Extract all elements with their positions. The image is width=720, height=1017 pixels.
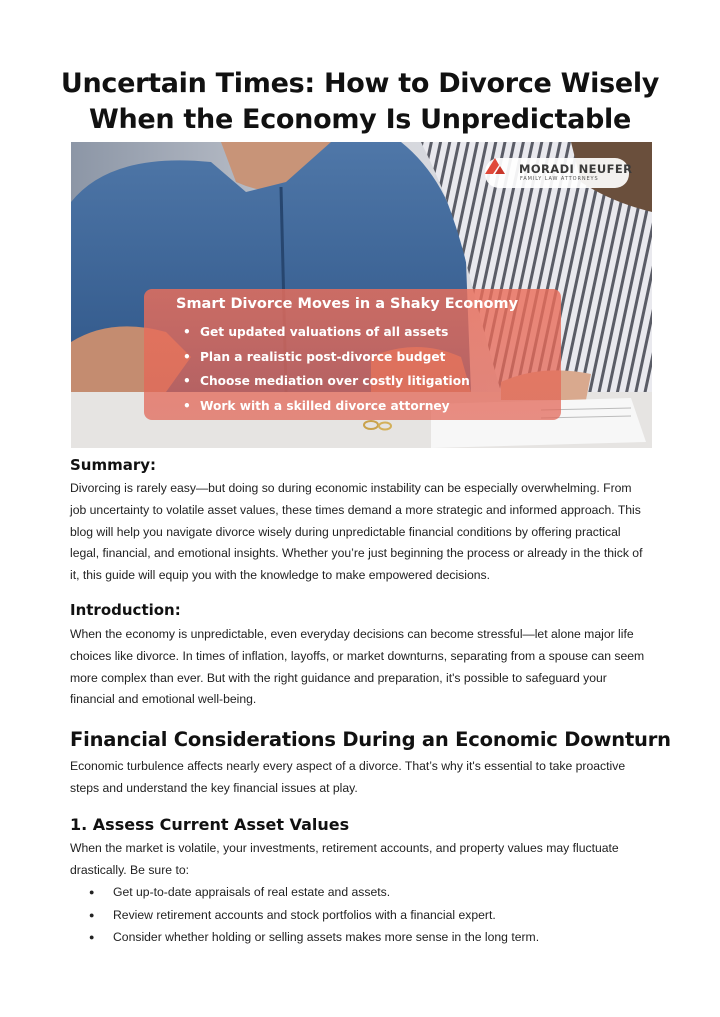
financial-heading: Financial Considerations During an Economic Downturn — [70, 728, 671, 751]
tips-list-item: • Get updated valuations of all assets — [200, 325, 470, 350]
tips-card-title: Smart Divorce Moves in a Shaky Economy — [176, 296, 519, 312]
hero-image — [71, 142, 652, 448]
financial-text: Economic turbulence affects nearly every aspect of a divorce. That’s why it's essential to take proactive steps and understand the key financial issues at play. — [70, 759, 626, 795]
tips-card — [144, 289, 561, 420]
summary-heading: Summary: — [70, 456, 157, 474]
assess-text: When the market is volatile, your investments, retirement accounts, and property values may fluctuate drastically. Be sure to: — [70, 841, 619, 877]
assess-bullet-list — [70, 881, 650, 949]
article-title: Uncertain Times: How to Divorce Wisely When the Economy Is Unpredictable — [60, 68, 660, 135]
triangle-logo-icon — [485, 158, 505, 176]
introduction-heading: Introduction: — [70, 601, 181, 619]
tips-list-item: • Work with a skilled divorce attorney — [200, 399, 470, 424]
tips-list-item: • Choose mediation over costly litigation — [200, 374, 470, 399]
list-item: ● Consider whether holding or selling assets makes more sense in the long term. — [70, 926, 650, 949]
law-firm-logo — [485, 158, 633, 188]
logo-tagline: FAMILY LAW ATTORNEYS — [520, 176, 599, 182]
logo-name: MORADI NEUFER — [519, 162, 633, 176]
assess-heading: 1. Assess Current Asset Values — [70, 815, 350, 834]
tips-list — [200, 325, 470, 423]
list-item: ● Review retirement accounts and stock portfolios with a financial expert. — [70, 904, 650, 927]
list-item: ● Get up-to-date appraisals of real estate and assets. — [70, 881, 650, 904]
tips-list-item: • Plan a realistic post-divorce budget — [200, 350, 470, 375]
introduction-text: When the economy is unpredictable, even everyday decisions can become stressful—let alone major life choices like divorce. In times of inflation, layoffs, or market downturns, separating from a spouse can seem more complex than ever. But with the right guidance and preparation, it's possible to safeguard your financial and emotional well-being. — [70, 627, 645, 707]
summary-text: Divorcing is rarely easy—but doing so during economic instability can be especially overwhelming. From job uncertainty to volatile asset values, these times demand a more strategic and informed approach. This blog will help you navigate divorce wisely during unpredictable financial conditions by offering practical legal, financial, and emotional insights. Whether you’re just beginning the process or already in the thick of it, this guide will equip you with the knowledge to make empowered decisions. — [70, 481, 643, 583]
